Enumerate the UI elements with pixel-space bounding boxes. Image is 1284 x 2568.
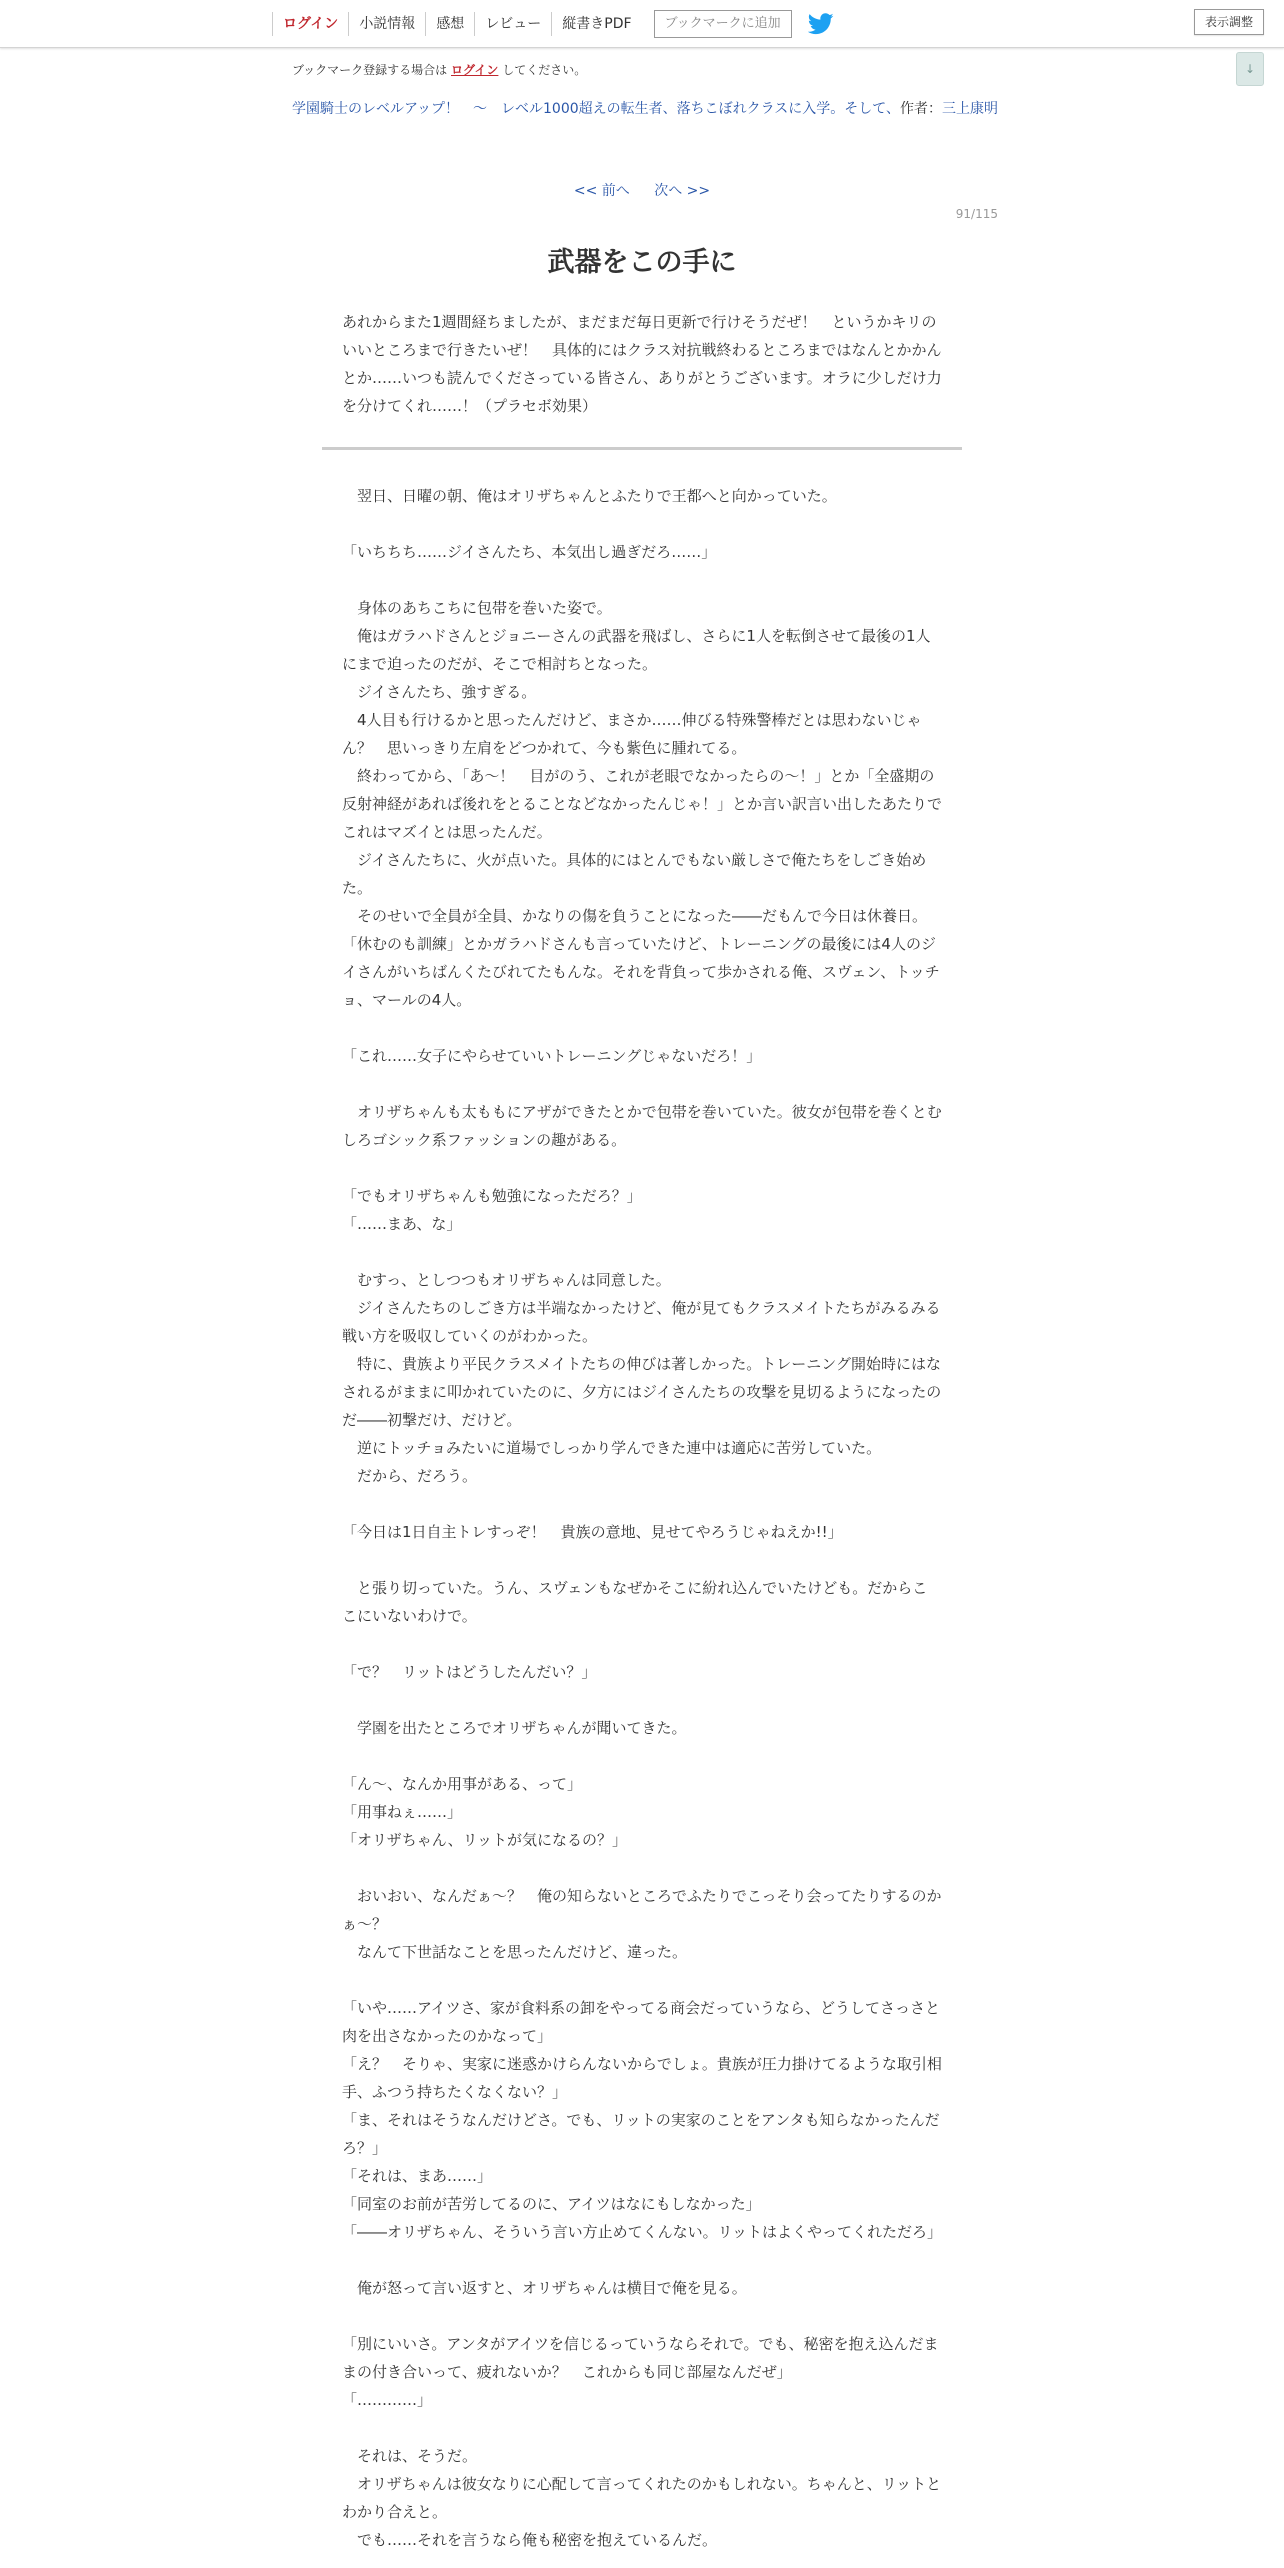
body-line: 「別にいいさ。アンタがアイツを信じるっていうならそれで。でも、秘密を抱え込んだままの付き合いって、疲れないか？ これからも同じ部屋なんだぜ」 bbox=[342, 2335, 939, 2381]
body-line: と張り切っていた。うん、スヴェンもなぜかそこに紛れ込んでいたけども。だからここにいないわけで。 bbox=[342, 1579, 928, 1625]
body-line: 「同室のお前が苦労してるのに、アイツはなにもしなかった」 bbox=[342, 2195, 761, 2213]
blank-line bbox=[342, 1546, 942, 1574]
series-header bbox=[292, 96, 998, 122]
body-line: 学園を出たところでオリザちゃんが聞いてきた。 bbox=[342, 1719, 687, 1737]
blank-line bbox=[342, 1490, 942, 1518]
preface-divider bbox=[322, 447, 962, 450]
body-line: オリザちゃんも太ももにアザができたとかで包帯を巻いていた。彼女が包帯を巻くとむしろゴシック系ファッションの趣がある。 bbox=[342, 1103, 942, 1149]
blank-line bbox=[342, 2414, 942, 2442]
body-line: 「ま、それはそうなんだけどさ。でも、リットの実家のことをアンタも知らなかったんだろ？」 bbox=[342, 2111, 940, 2157]
blank-line bbox=[342, 2302, 942, 2330]
body-line: それは、そうだ。 bbox=[342, 2447, 478, 2465]
blank-line bbox=[342, 1238, 942, 1266]
body-line: 終わってから、「あ～！ 目がのう、これが老眼でなかったらの～！」とか「全盛期の反射神経があれば後れをとることなどなかったんじゃ！」とか言い訳言い出したあたりでこれはマズイとは思ったんだ。 bbox=[342, 767, 943, 841]
chapter-pager bbox=[0, 180, 1284, 200]
next-chapter-link[interactable]: 次へ >> bbox=[654, 183, 711, 199]
body-line: そのせいで全員が全員、かなりの傷を負うことになった――だもんで今日は休養日。「休むのも訓練」とかガラハドさんも言っていたけど、トレーニングの最後には4人のジイさんがいちばんくたびれてたもんな。それを背負って歩かされる俺、スヴェン、トッチョ、マールの4人。 bbox=[342, 907, 940, 1009]
body-line: 俺が怒って言い返すと、オリザちゃんは横目で俺を見る。 bbox=[342, 2279, 747, 2297]
nav-novel-info-link[interactable]: 小説情報 bbox=[348, 12, 425, 36]
notice-text-after: してください。 bbox=[502, 63, 587, 77]
blank-line bbox=[342, 1742, 942, 1770]
blank-line bbox=[342, 1014, 942, 1042]
blank-line bbox=[342, 1630, 942, 1658]
body-line: むすっ、としつつもオリザちゃんは同意した。 bbox=[342, 1271, 671, 1289]
body-line: 「……まあ、な」 bbox=[342, 1215, 462, 1233]
blank-line bbox=[342, 1154, 942, 1182]
series-title-link[interactable]: 学園騎士のレベルアップ！ 〜 レベル1000超えの転生者、落ちこぼれクラスに入学。そして、 bbox=[292, 101, 900, 117]
nav-login-link[interactable]: ログイン bbox=[272, 12, 348, 36]
body-line: 「いちちち……ジイさんたち、本気出し過ぎだろ……」 bbox=[342, 543, 717, 561]
display-adjust-button[interactable]: 表示調整 bbox=[1194, 9, 1264, 35]
body-line: 翌日、日曜の朝、俺はオリザちゃんとふたりで王都へと向かっていた。 bbox=[342, 487, 837, 505]
chapter-title: 武器をこの手に bbox=[547, 247, 737, 278]
chapter-count: 91/115 bbox=[955, 207, 998, 221]
body-line: なんて下世話なことを思ったんだけど、違った。 bbox=[342, 1943, 688, 1961]
prev-chapter-link[interactable]: << 前へ bbox=[573, 183, 630, 199]
nav-review-link[interactable]: レビュー bbox=[474, 12, 551, 36]
body-line: でも……それを言うなら俺も秘密を抱えているんだ。 bbox=[342, 2531, 718, 2549]
body-line: だから、だろう。 bbox=[342, 1467, 478, 1485]
body-line: 「今日は1日自主トレすっぞ！ 貴族の意地、見せてやろうじゃねえか!!」 bbox=[342, 1523, 843, 1541]
body-line: 「――オリザちゃん、そういう言い方止めてくんない。リットはよくやってくれただろ」 bbox=[342, 2223, 943, 2241]
body-line: おいおい、なんだぁ～？ 俺の知らないところでふたりでこっそり会ってたりするのかぁ～？ bbox=[342, 1887, 942, 1933]
body-line: 「オリザちゃん、リットが気になるの？」 bbox=[342, 1831, 628, 1849]
body-line: ジイさんたちに、火が点いた。具体的にはとんでもない厳しさで俺たちをしごき始めた。 bbox=[342, 851, 927, 897]
body-line: 「これ……女子にやらせていいトレーニングじゃないだろ！」 bbox=[342, 1047, 762, 1065]
body-line: 4人目も行けるかと思ったんだけど、まさか……伸びる特殊警棒だとは思わないじゃん？ 思いっきり左肩をどつかれて、今も紫色に腫れてる。 bbox=[342, 711, 922, 757]
chapter-body bbox=[342, 482, 942, 2554]
top-navbar bbox=[0, 0, 1284, 48]
body-line: 特に、貴族より平民クラスメイトたちの伸びは著しかった。トレーニング開始時にはなされるがままに叩かれていたのに、夕方にはジイさんたちの攻撃を見切るようになったのだ――初撃だけ、だけど。 bbox=[342, 1355, 942, 1429]
blank-line bbox=[342, 1854, 942, 1882]
body-line: 俺はガラハドさんとジョニーさんの武器を飛ばし、さらに1人を転倒させて最後の1人にまで迫ったのだが、そこで相討ちとなった。 bbox=[342, 627, 931, 673]
author-block bbox=[900, 96, 998, 122]
nav-impressions-link[interactable]: 感想 bbox=[425, 12, 474, 36]
body-line: 「え？ そりゃ、実家に迷惑かけらんないからでしょ。貴族が圧力掛けてるような取引相手、ふつう持ちたくなくない？」 bbox=[342, 2055, 942, 2101]
blank-line bbox=[342, 2246, 942, 2274]
notice-login-link[interactable]: ログイン bbox=[451, 63, 499, 77]
blank-line bbox=[342, 1070, 942, 1098]
body-line: ジイさんたち、強すぎる。 bbox=[342, 683, 537, 701]
bookmark-login-notice bbox=[292, 61, 586, 78]
blank-line bbox=[342, 566, 942, 594]
nav-menu bbox=[272, 11, 834, 37]
body-line: ジイさんたちのしごき方は半端なかったけど、俺が見てもクラスメイトたちがみるみる戦い方を吸収していくのがわかった。 bbox=[342, 1299, 941, 1345]
author-preface bbox=[342, 308, 942, 420]
body-line: 「で？ リットはどうしたんだい？」 bbox=[342, 1663, 597, 1681]
body-line: 「用事ねぇ……」 bbox=[342, 1803, 463, 1821]
author-link[interactable]: 三上康明 bbox=[942, 101, 998, 117]
author-label: 作者： bbox=[900, 101, 942, 117]
body-line: 「それは、まあ……」 bbox=[342, 2167, 493, 2185]
body-line: 「でもオリザちゃんも勉強になっただろ？」 bbox=[342, 1187, 642, 1205]
notice-text-before: ブックマーク登録する場合は bbox=[292, 63, 448, 77]
blank-line bbox=[342, 1686, 942, 1714]
scroll-down-tab[interactable]: ↓ bbox=[1236, 52, 1264, 86]
twitter-icon[interactable] bbox=[808, 13, 834, 35]
body-line: 「いや……アイツさ、家が食料系の卸をやってる商会だっていうなら、どうしてさっさと肉を出さなかったのかなって」 bbox=[342, 1999, 941, 2045]
add-bookmark-button[interactable]: ブックマークに追加 bbox=[654, 10, 792, 38]
preface-text: あれからまた1週間経ちましたが、まだまだ毎日更新で行けそうだぜ！ というかキリのいいところまで行きたいぜ！ 具体的にはクラス対抗戦終わるところまではなんとかかんとか……いつも読んでくださっている皆さん、ありがとうございます。オラに少しだけ力を分けてくれ……！（プラセボ効果） bbox=[342, 313, 942, 415]
body-line: 身体のあちこちに包帯を巻いた姿で。 bbox=[342, 599, 612, 617]
blank-line bbox=[342, 1966, 942, 1994]
blank-line bbox=[342, 510, 942, 538]
body-line: 「…………」 bbox=[342, 2391, 433, 2409]
body-line: オリザちゃんは彼女なりに心配して言ってくれたのかもしれない。ちゃんと、リットとわかり合えと。 bbox=[342, 2475, 942, 2521]
body-line: 「ん～、なんか用事がある、って」 bbox=[342, 1775, 583, 1793]
nav-vertical-pdf-link[interactable]: 縦書きPDF bbox=[551, 12, 641, 36]
body-line: 逆にトッチョみたいに道場でしっかり学んできた連中は適応に苦労していた。 bbox=[342, 1439, 882, 1457]
